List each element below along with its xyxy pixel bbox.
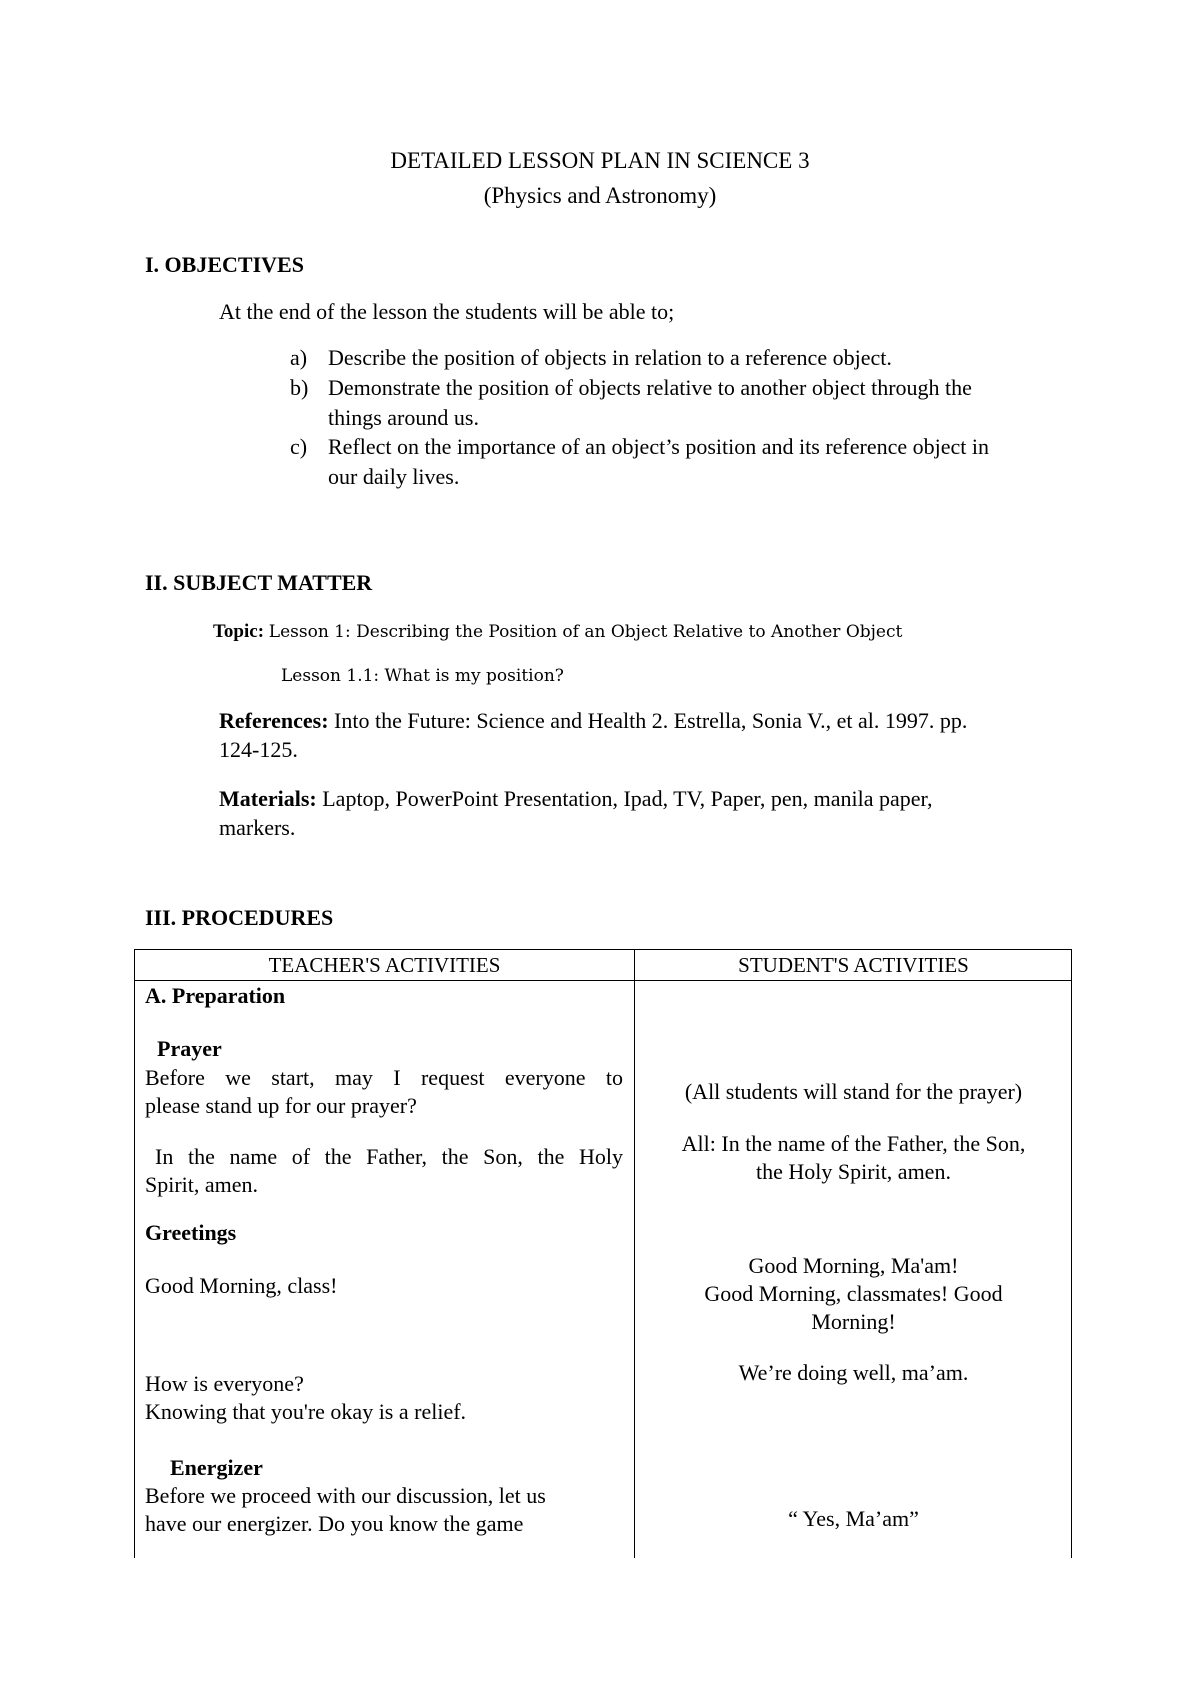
objective-a-text: Describe the position of objects in relation to a reference object. <box>328 345 892 370</box>
objectives-heading: I. OBJECTIVES <box>145 252 304 277</box>
teacher-prayer-line2: Spirit, amen. <box>145 1172 259 1197</box>
document-subtitle: (Physics and Astronomy) <box>483 183 717 208</box>
student-prayer-response: (All students will stand for the prayer) <box>684 1079 1023 1104</box>
objective-b-text-line2: things around us. <box>328 405 479 430</box>
prayer-request-line1: Before we start, may I request everyone to <box>145 1065 623 1090</box>
references-line2: 124-125. <box>219 737 298 762</box>
materials-label: Materials: <box>219 786 317 811</box>
materials-value: Laptop, PowerPoint Presentation, Ipad, TV, Paper, pen, manila paper, <box>322 786 933 811</box>
energizer-line2: have our energizer. Do you know the game <box>145 1511 524 1536</box>
student-yes-maam: “ Yes, Ma’am” <box>788 1506 919 1531</box>
greetings-heading: Greetings <box>145 1220 237 1245</box>
relief-line: Knowing that you're okay is a relief. <box>145 1399 467 1424</box>
prayer-request-line2: please stand up for our prayer? <box>145 1093 417 1118</box>
student-amen-line2: the Holy Spirit, amen. <box>756 1159 951 1184</box>
student-amen-line1: All: In the name of the Father, the Son, <box>681 1131 1026 1156</box>
objective-letter-b: b) <box>290 375 309 400</box>
student-activities-header: STUDENT'S ACTIVITIES <box>738 953 969 977</box>
objective-b-text-line1: Demonstrate the position of objects relative to another object through the <box>328 375 972 400</box>
how-is-everyone: How is everyone? <box>145 1371 304 1396</box>
subject-matter-heading: II. SUBJECT MATTER <box>145 570 373 595</box>
document-title: DETAILED LESSON PLAN IN SCIENCE 3 <box>390 148 810 173</box>
objective-letter-c: c) <box>290 434 308 459</box>
topic-value: Lesson 1: Describing the Position of an Object Relative to Another Object <box>268 622 903 642</box>
references-label: References: <box>219 708 329 733</box>
materials-line2: markers. <box>219 815 296 840</box>
topic-line <box>213 618 902 646</box>
references-line1 <box>219 706 967 736</box>
objectives-intro: At the end of the lesson the students will be able to; <box>219 299 675 324</box>
student-greet-line1: Good Morning, Ma'am! <box>748 1253 959 1278</box>
energizer-heading: Energizer <box>170 1455 263 1480</box>
teacher-greeting: Good Morning, class! <box>145 1273 338 1298</box>
materials-line1 <box>219 784 932 814</box>
student-doing-well: We’re doing well, ma’am. <box>738 1360 969 1385</box>
procedures-table <box>134 949 1072 1558</box>
teacher-prayer-line1: In the name of the Father, the Son, the Holy <box>155 1144 623 1169</box>
objective-c-text-line2: our daily lives. <box>328 464 460 489</box>
preparation-heading: A. Preparation <box>145 983 286 1008</box>
student-greet-line2: Good Morning, classmates! Good <box>704 1281 1003 1306</box>
objective-c-text-line1: Reflect on the importance of an object’s position and its reference object in <box>328 434 989 459</box>
header-divider <box>135 980 1071 981</box>
prayer-heading: Prayer <box>157 1036 222 1061</box>
objective-letter-a: a) <box>290 345 308 370</box>
subtopic-line: Lesson 1.1: What is my position? <box>281 666 564 686</box>
energizer-line1: Before we proceed with our discussion, let us <box>145 1483 546 1508</box>
procedures-heading: III. PROCEDURES <box>145 905 334 930</box>
topic-label: Topic: <box>213 621 265 642</box>
teacher-activities-header: TEACHER'S ACTIVITIES <box>268 953 501 977</box>
references-value: Into the Future: Science and Health 2. Estrella, Sonia V., et al. 1997. pp. <box>334 708 968 733</box>
student-greet-line3: Morning! <box>811 1309 896 1334</box>
